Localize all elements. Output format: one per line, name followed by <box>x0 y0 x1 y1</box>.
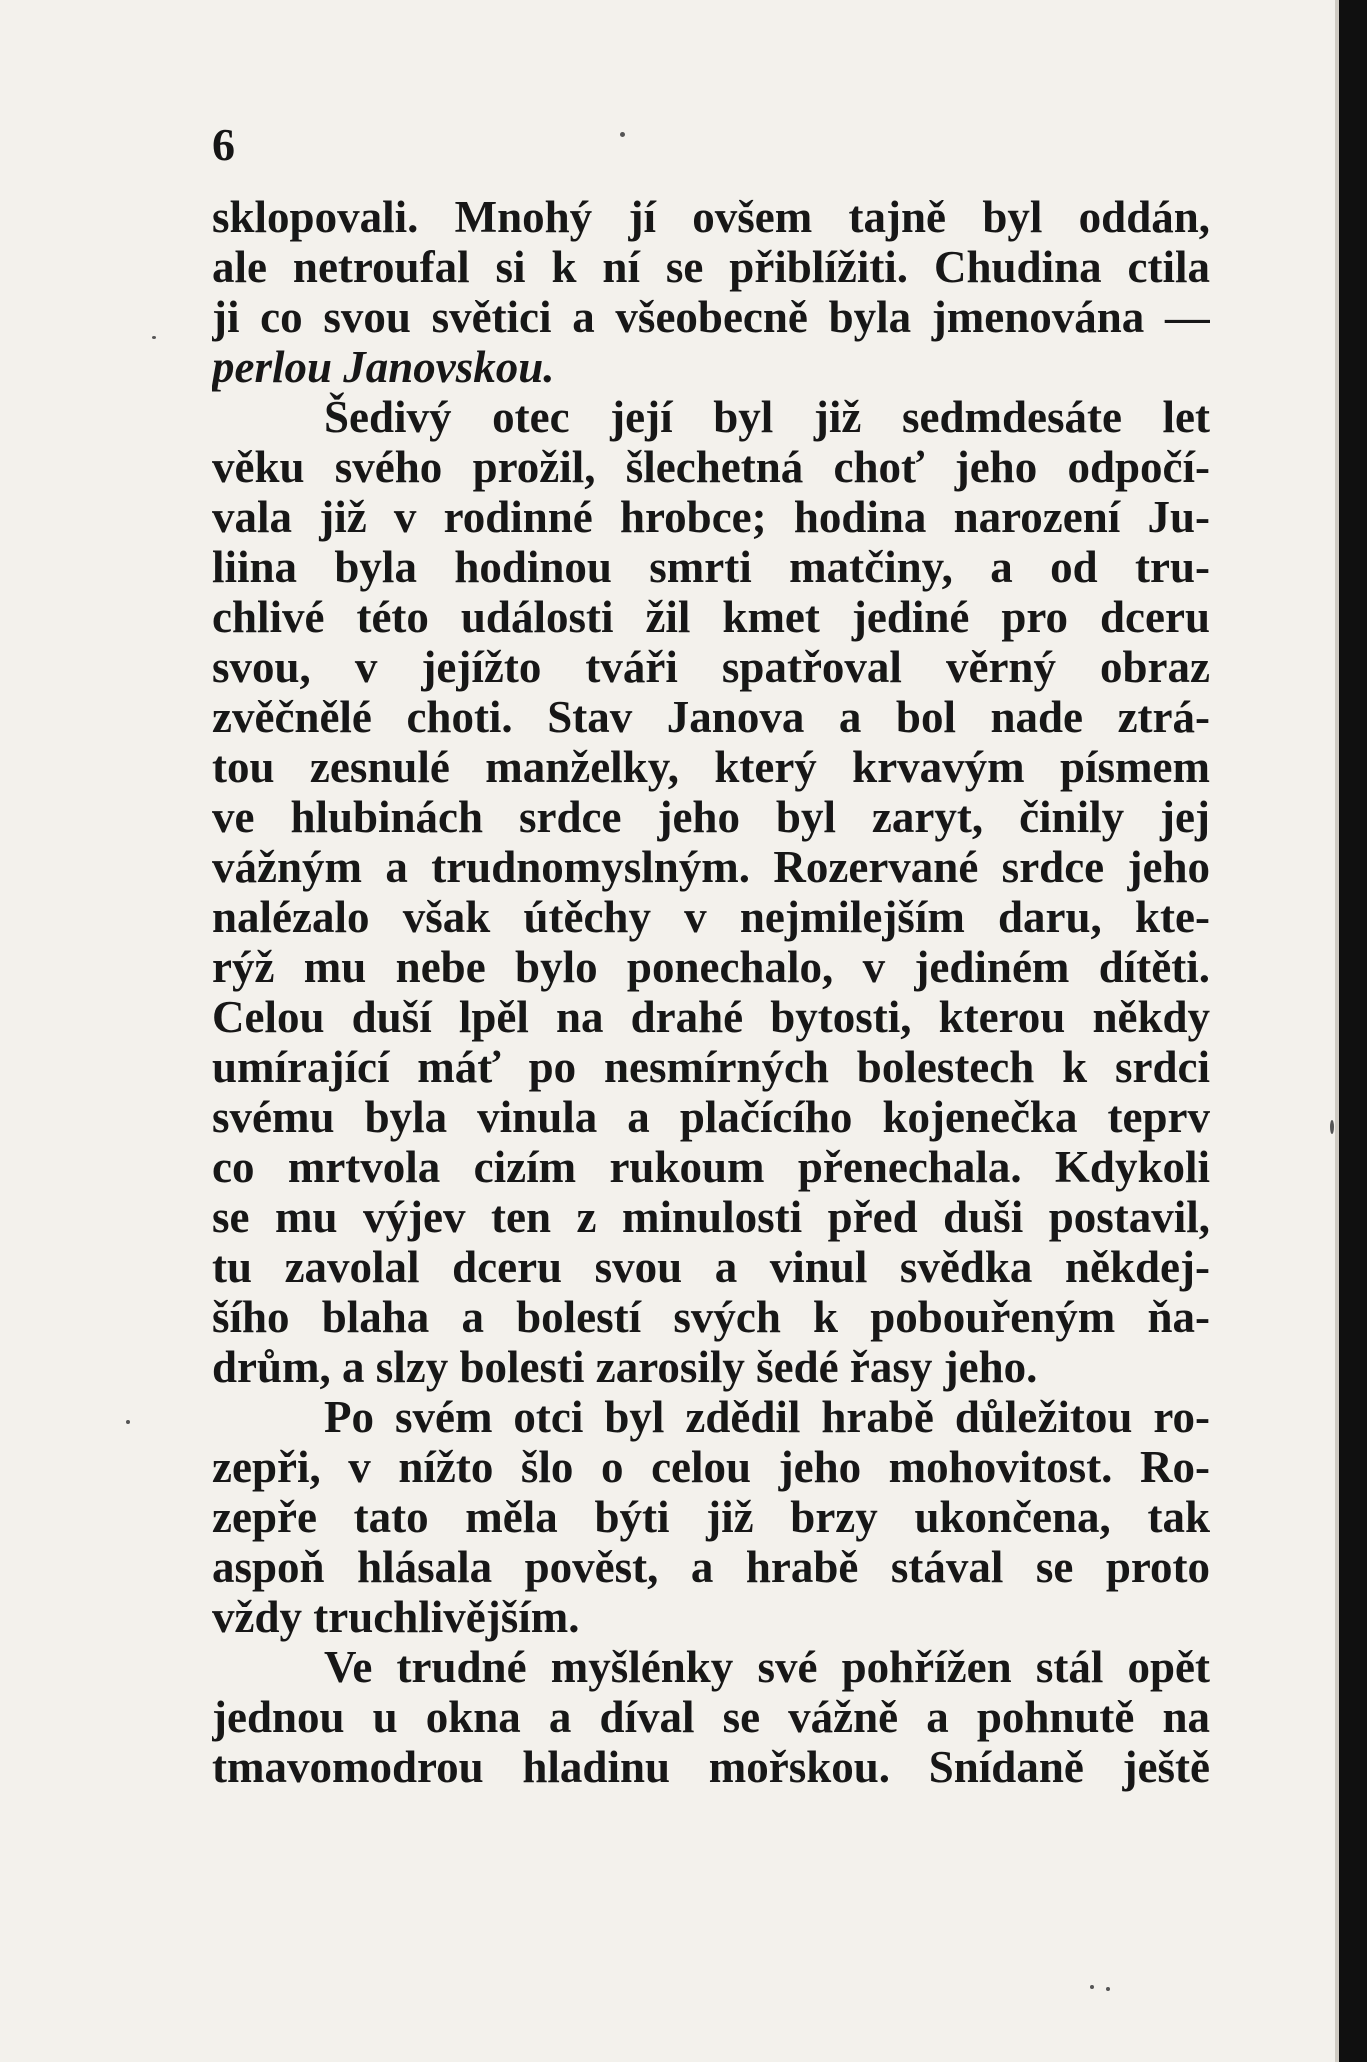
text-line: vždy truchlivějším. <box>212 1592 580 1642</box>
text-line: rýž mu nebe bylo ponechalo, v jediném dítěti. <box>212 942 1210 992</box>
text-line: vala již v rodinné hrobce; hodina narození Ju- <box>212 492 1210 542</box>
text-line: ji co svou světici a všeobecně byla jmenována — <box>212 292 1210 342</box>
text-line: liina byla hodinou smrti matčiny, a od tru- <box>212 542 1210 592</box>
text-line: nalézalo však útěchy v nejmilejším daru, kte- <box>212 892 1210 942</box>
text-line: svou, v jejížto tváři spatřoval věrný obraz <box>212 642 1210 692</box>
text-line: drům, a slzy bolesti zarosily šedé řasy jeho. <box>212 1342 1038 1392</box>
text-line: perlou Janovskou. <box>212 342 555 392</box>
text-line: ale netroufal si k ní se přiblížiti. Chudina ctila <box>212 242 1210 292</box>
body-text <box>212 192 1210 1792</box>
text-line: tu zavolal dceru svou a vinul svědka někdej- <box>212 1242 1210 1292</box>
text-line: šího blaha a bolestí svých k pobouřeným ňa- <box>212 1292 1210 1342</box>
scan-speck <box>620 132 625 137</box>
text-line: svému byla vinula a plačícího kojenečka teprv <box>212 1092 1210 1142</box>
text-line: co mrtvola cizím rukoum přenechala. Kdykoli <box>212 1142 1210 1192</box>
scan-speck <box>1330 1120 1334 1134</box>
text-line: Celou duší lpěl na drahé bytosti, kterou někdy <box>212 992 1210 1042</box>
text-line: vážným a trudnomyslným. Rozervané srdce jeho <box>212 842 1210 892</box>
text-line: se mu výjev ten z minulosti před duši postavil, <box>212 1192 1210 1242</box>
text-line: Šedivý otec její byl již sedmdesáte let <box>324 392 1210 442</box>
scan-border <box>1339 0 1367 2062</box>
text-line: Po svém otci byl zdědil hrabě důležitou ro- <box>324 1392 1210 1442</box>
page-number: 6 <box>212 119 235 170</box>
text-line: jednou u okna a díval se vážně a pohnutě na <box>212 1692 1210 1742</box>
scan-speck <box>1090 1985 1094 1989</box>
text-line: Ve trudné myšlénky své pohřížen stál opět <box>324 1642 1210 1692</box>
scan-speck <box>126 1420 130 1424</box>
text-line: zepři, v nížto šlo o celou jeho mohovitost. Ro- <box>212 1442 1210 1492</box>
text-line: sklopovali. Mnohý jí ovšem tajně byl oddán, <box>212 192 1210 242</box>
scan-speck <box>1106 1987 1110 1991</box>
text-line: věku svého prožil, šlechetná choť jeho odpočí- <box>212 442 1210 492</box>
text-line: tou zesnulé manželky, který krvavým písmem <box>212 742 1210 792</box>
text-line: aspoň hlásala pověst, a hrabě stával se proto <box>212 1542 1210 1592</box>
text-line: umírající máť po nesmírných bolestech k srdci <box>212 1042 1210 1092</box>
text-line: chlivé této události žil kmet jediné pro dceru <box>212 592 1210 642</box>
text-line: ve hlubinách srdce jeho byl zaryt, činily jej <box>212 792 1210 842</box>
text-line: zvěčnělé choti. Stav Janova a bol nade ztrá- <box>212 692 1210 742</box>
text-line: tmavomodrou hladinu mořskou. Snídaně ještě <box>212 1742 1210 1792</box>
text-line: zepře tato měla býti již brzy ukončena, tak <box>212 1492 1210 1542</box>
scan-speck <box>152 336 156 339</box>
